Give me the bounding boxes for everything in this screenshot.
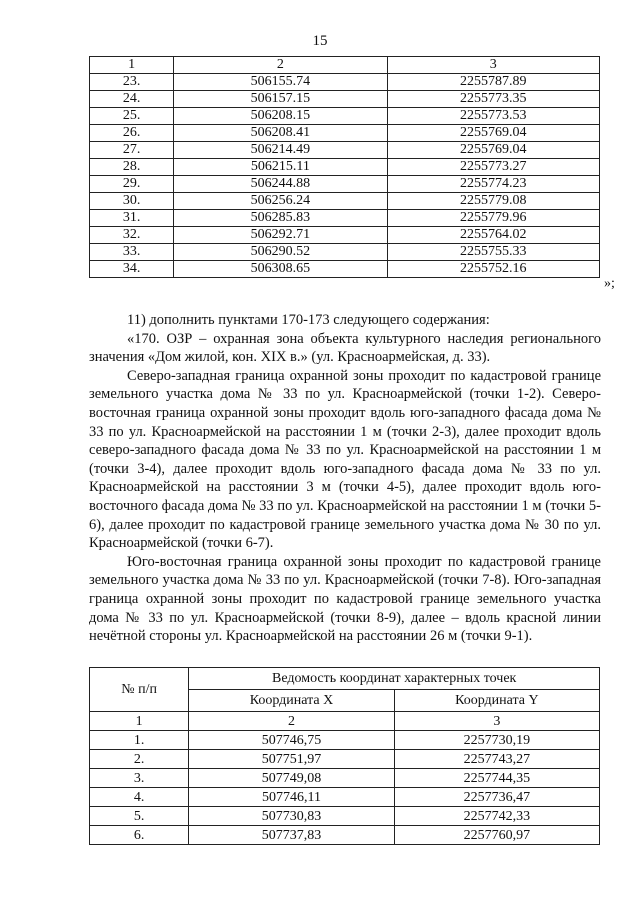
index-cell: 2	[189, 712, 394, 731]
table-row	[90, 159, 600, 176]
point-number: 5.	[90, 807, 189, 826]
coord-y: 2255752.16	[387, 261, 599, 278]
table-row	[90, 142, 600, 159]
coord-y: 2257744,35	[394, 769, 599, 788]
coord-x: 506208.15	[174, 108, 387, 125]
coord-y: 2255773.35	[387, 91, 599, 108]
coord-y: 2257730,19	[394, 731, 599, 750]
coord-x: 507751,97	[189, 750, 394, 769]
coord-y: 2255773.53	[387, 108, 599, 125]
coord-x: 507746,75	[189, 731, 394, 750]
coord-x: 506256.24	[174, 193, 387, 210]
coord-x: 506244.88	[174, 176, 387, 193]
table-header-row	[90, 57, 600, 74]
point-number: 28.	[90, 159, 174, 176]
coord-x: 506208.41	[174, 125, 387, 142]
coord-y: 2257743,27	[394, 750, 599, 769]
characteristic-points-table	[89, 667, 600, 845]
coordinates-group-header: Ведомость координат характерных точек	[189, 668, 600, 690]
table-row	[90, 227, 600, 244]
coord-x: 506155.74	[174, 74, 387, 91]
coord-y: 2257742,33	[394, 807, 599, 826]
point-number: 25.	[90, 108, 174, 125]
closing-quote: »;	[604, 276, 615, 291]
point-number: 32.	[90, 227, 174, 244]
coord-x-header: Координата X	[189, 690, 394, 712]
table-row	[90, 74, 600, 91]
zone-boundary-north: Северо-западная граница охранной зоны проходит по кадастровой границе земельного участка дома № 33 по ул. Красноармейской (точки 1-2). Северо-восточная граница охранной зоны проходит вдоль юго-западного фасада дома № 33 по ул. Красноармейской на расстоянии 1 м (точки 2-3), далее проходит вдоль северо-западного фасада дома № 33 по ул. Красноармейской на расстоянии 1 м (точки 3-4), далее проходит вдоль юго-западного фасада дома № 33 по ул. Красноармейской на расстоянии 3 м (точки 4-5), далее проходит вдоль юго-восточного фасада дома № 33 по ул. Красноармейской на расстоянии 1 м (точки 5-6), далее проходит по кадастровой границе земельного участка дома № 30 по ул. Красноармейской (точки 6-7).	[89, 367, 601, 552]
table-row	[90, 193, 600, 210]
table-row	[90, 176, 600, 193]
coord-x: 506214.49	[174, 142, 387, 159]
coord-y: 2255755.33	[387, 244, 599, 261]
coord-y: 2255774.23	[387, 176, 599, 193]
index-cell: 1	[90, 712, 189, 731]
point-number: 30.	[90, 193, 174, 210]
table-row	[90, 731, 600, 750]
table-row	[90, 91, 600, 108]
coord-x: 506157.15	[174, 91, 387, 108]
point-number: 26.	[90, 125, 174, 142]
page-number: 15	[312, 33, 328, 49]
zone-boundary-south: Юго-восточная граница охранной зоны проходит по кадастровой границе земельного участка дома № 33 по ул. Красноармейской (точки 7-8). Юго-западная граница охранной зоны проходит по кадастровой границе земельного участка дома № 33 по ул. Красноармейской (точки 8-9), далее – вдоль красной линии нечётной стороны ул. Красноармейской на расстоянии 26 м (точки 9-1).	[89, 553, 601, 645]
coord-x: 506215.11	[174, 159, 387, 176]
point-number: 1.	[90, 731, 189, 750]
table-row	[90, 261, 600, 278]
point-number: 23.	[90, 74, 174, 91]
coord-y: 2255769.04	[387, 125, 599, 142]
point-number: 3.	[90, 769, 189, 788]
coord-x: 507730,83	[189, 807, 394, 826]
point-number: 34.	[90, 261, 174, 278]
point-number: 4.	[90, 788, 189, 807]
coord-x: 507746,11	[189, 788, 394, 807]
table-row	[90, 788, 600, 807]
coord-y: 2255779.08	[387, 193, 599, 210]
table-row	[90, 769, 600, 788]
point-number: 24.	[90, 91, 174, 108]
header-cell: 3	[387, 57, 599, 74]
coord-y-header: Координата Y	[394, 690, 599, 712]
coordinates-table-continued	[89, 56, 600, 278]
coord-y: 2255769.04	[387, 142, 599, 159]
table-row	[90, 750, 600, 769]
table-row	[90, 210, 600, 227]
coord-y: 2257736,47	[394, 788, 599, 807]
coord-x: 506292.71	[174, 227, 387, 244]
index-row	[90, 712, 600, 731]
point-number: 6.	[90, 826, 189, 845]
table-row	[90, 807, 600, 826]
coord-x: 507749,08	[189, 769, 394, 788]
table-row	[90, 125, 600, 142]
point-number: 27.	[90, 142, 174, 159]
item-170-title: «170. ОЗР – охранная зона объекта культурного наследия регионального значения «Дом жилой, кон. XIX в.» (ул. Красноармейская, д. 33).	[89, 330, 601, 366]
table-row	[90, 108, 600, 125]
table-row	[90, 826, 600, 845]
point-number: 29.	[90, 176, 174, 193]
coord-y: 2255764.02	[387, 227, 599, 244]
point-number-header: № п/п	[90, 668, 189, 712]
coord-y: 2257760,97	[394, 826, 599, 845]
header-cell: 2	[174, 57, 387, 74]
point-number: 2.	[90, 750, 189, 769]
coord-x: 506308.65	[174, 261, 387, 278]
point-number: 33.	[90, 244, 174, 261]
table-row	[90, 244, 600, 261]
header-cell: 1	[90, 57, 174, 74]
coord-y: 2255787.89	[387, 74, 599, 91]
coord-x: 507737,83	[189, 826, 394, 845]
amendment-intro: 11) дополнить пунктами 170-173 следующего содержания:	[127, 312, 490, 328]
coord-x: 506290.52	[174, 244, 387, 261]
coord-y: 2255779.96	[387, 210, 599, 227]
coord-y: 2255773.27	[387, 159, 599, 176]
amendment-text	[89, 311, 601, 646]
coord-x: 506285.83	[174, 210, 387, 227]
point-number: 31.	[90, 210, 174, 227]
index-cell: 3	[394, 712, 599, 731]
